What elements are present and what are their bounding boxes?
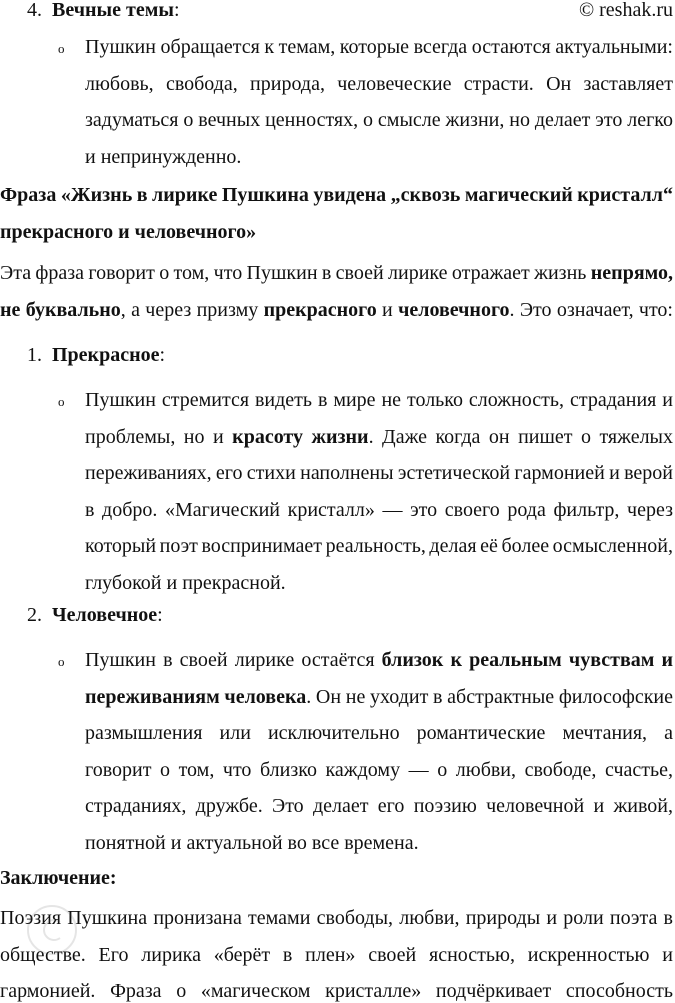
text: обществе. Его лирика «берёт в плен» своей ясностью, искренностью и [0, 943, 673, 966]
text: , а через призму [120, 298, 264, 321]
text: проблемы, но и [85, 425, 233, 448]
bullet-text-line [85, 388, 673, 412]
numbered-text-line [52, 603, 163, 627]
bullet-text-line [85, 571, 286, 595]
text: глубокой и прекрасной. [85, 572, 286, 594]
para-text-line [0, 220, 256, 244]
text: и [376, 298, 399, 321]
text: . Это означает, что: [509, 298, 673, 321]
bold-text: непрямо, [590, 262, 673, 284]
bullet-text-line [85, 831, 419, 855]
bullet-text-line [85, 534, 673, 558]
bullet-text-line [85, 72, 673, 96]
bullet-text-line [85, 461, 673, 485]
bold-text: Заключение: [0, 867, 117, 889]
bullet-text-line [85, 108, 673, 132]
bullet-text-line [85, 685, 673, 709]
bold-text: Вечные темы [52, 0, 174, 21]
text: размышления или исключительно романтические мечтания, а [85, 722, 673, 745]
text: Пушкин обращается к темам, которые всегда остаются актуальными: [85, 36, 673, 58]
bold-text: прекрасного и человечного» [0, 220, 257, 243]
text: Пушкин в своей лирике остаётся [85, 649, 382, 671]
text: который поэт воспринимает реальность, делая её более осмысленной, [85, 535, 673, 558]
bullet-icon: o [58, 654, 65, 669]
bold-text: переживаниям человека [85, 685, 307, 708]
bullet-text-line [85, 498, 673, 522]
text: . Даже когда он пишет о тяжелых [368, 425, 673, 448]
para-text-line [0, 943, 673, 967]
para-text-line [0, 261, 673, 285]
text: и непринужденно. [85, 145, 242, 168]
bullet-text-line [85, 794, 673, 818]
bullet-icon: o [58, 41, 65, 56]
text: Пушкин стремится видеть в мире не только сложность, страдания и [85, 389, 673, 411]
bold-text: Фраза «Жизнь в лирике Пушкина увидена „сквозь магический кристалл“ [0, 184, 673, 206]
text: в добро. «Магический кристалл» — это своего рода фильтр, через [85, 498, 673, 521]
numbered-text-line [52, 343, 165, 367]
para-text-line [0, 298, 673, 322]
bullet-text-line [85, 35, 673, 59]
bullet-text-line [85, 721, 673, 745]
bold-text: Прекрасное [52, 344, 160, 366]
para-text-line [0, 866, 117, 890]
para-text-line [0, 183, 673, 207]
bullet-icon: o [58, 394, 65, 409]
text: Поэзия Пушкина пронизана темами свободы, любви, природы и роли поэта в [0, 907, 673, 929]
list-number: 2. [27, 604, 42, 626]
text: Эта фраза говорит о том, что Пушкин в своей лирике отражает жизнь [0, 262, 591, 284]
text: переживаниях, его стихи наполнены эстетической гармонией и верой [85, 462, 674, 485]
text: . Он не уходит в абстрактные философские [306, 685, 673, 708]
text: : [159, 344, 166, 366]
text: страданиях, дружбе. Это делает его поэзию человечной и живой, [85, 795, 673, 818]
bold-text: красоту жизни [232, 425, 369, 448]
text: гармонией. Фраза о «магическом кристалле» подчёркивает способность [0, 980, 673, 1003]
bold-text: близок к реальным чувствам и [381, 649, 674, 671]
bullet-text-line [85, 425, 673, 449]
list-number: 1. [27, 344, 42, 366]
text: : [173, 0, 180, 21]
para-text-line [0, 979, 673, 1003]
list-number: 4. [27, 0, 42, 21]
numbered-text-line [52, 0, 180, 22]
bold-text: не буквально [0, 298, 121, 321]
bullet-text-line [85, 758, 673, 782]
para-text-line [0, 906, 673, 930]
text: задуматься о вечных ценностях, о смысле жизни, но делает это легко [85, 109, 673, 132]
bullet-text-line [85, 145, 241, 169]
bold-text: человечного [398, 298, 510, 321]
text: любовь, свобода, природа, человеческие страсти. Он заставляет [85, 72, 673, 95]
text: понятной и актуальной во все времена. [85, 832, 419, 854]
bullet-text-line [85, 648, 673, 672]
copyright-watermark: © reshak.ru [578, 0, 673, 21]
text: говорит о том, что близко каждому — о любви, свободе, счастье, [85, 758, 673, 781]
bold-text: Человечное [52, 604, 158, 626]
text: : [157, 604, 163, 626]
bold-text: прекрасного [263, 298, 377, 321]
